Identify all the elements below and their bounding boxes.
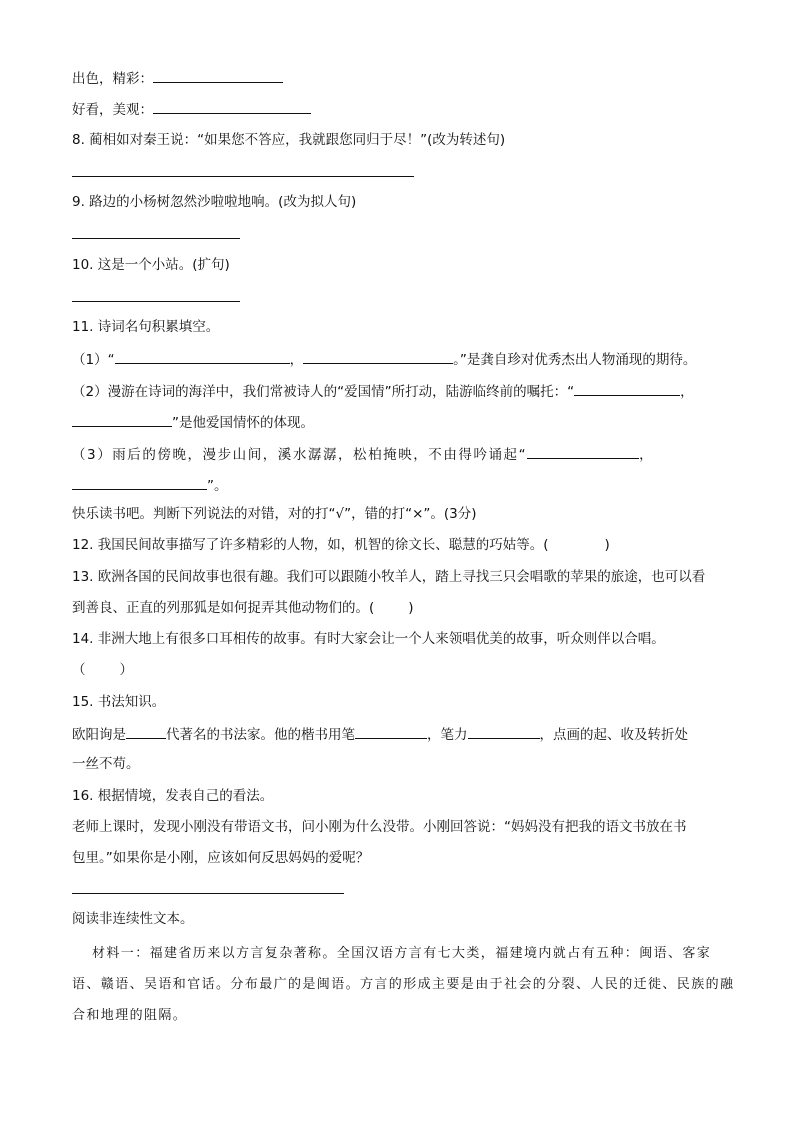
question-11-2 [72,381,694,401]
q14-paren-close: ） [119,662,133,678]
question-13-cont [72,599,414,617]
answer-blank[interactable] [126,724,166,739]
answer-blank[interactable] [153,99,311,114]
q11-1-comma: ， [289,352,304,368]
synonym-line-2 [72,99,311,119]
answer-line-16[interactable] [72,893,344,894]
question-11-3 [72,444,654,464]
answer-blank[interactable] [468,724,540,739]
question-11: 11. 诗词名句积累填空。 [72,319,220,335]
synonym-line-1 [72,68,283,88]
answer-blank[interactable] [115,349,290,364]
q14-paren-open: （ [72,662,86,678]
material-1-line-1: 材料一：福建省历来以方言复杂著称。全国汉语方言有七大类，福建境内就占有五种：闽语、客家 [92,946,712,961]
q15-part-d: ，点画的起、收及转折处 [539,727,688,743]
answer-line-8[interactable] [72,176,414,177]
question-14-cont [72,661,133,679]
answer-blank[interactable] [303,349,453,364]
question-15: 15. 书法知识。 [72,694,166,710]
answer-blank[interactable] [72,412,172,427]
q13-paren: ) [408,600,414,616]
q11-3-text: （3）雨后的傍晚，漫步山间，溪水潺潺，松柏掩映，不由得吟诵起“ [72,447,528,463]
q11-3-close: ”。 [207,478,228,494]
q15-part-b: 代著名的书法家。他的楷书用笔 [166,727,355,743]
question-16: 16. 根据情境，发表自己的看法。 [72,788,274,804]
answer-blank[interactable] [527,444,639,459]
q12-text: 12. 我国民间故事描写了许多精彩的人物，如，机智的徐文长、聪慧的巧姑等。( [72,537,549,553]
q15-part-c: ，笔力 [427,727,468,743]
question-11-2-cont [72,412,314,432]
material-1-line-2: 语、赣语、吴语和官话。分布最广的是闽语。方言的形成主要是由于社会的分裂、人民的迁徙、民族的融 [72,977,735,992]
q12-paren: ) [604,537,610,553]
q11-2-close: ”是他爱国情怀的体现。 [172,415,314,431]
question-12 [72,536,610,554]
q11-1-close: 。”是龚自珍对优秀杰出人物涌现的期待。 [453,352,697,368]
material-1-line-3: 合和地理的阻隔。 [72,1008,188,1023]
answer-blank[interactable] [153,68,283,83]
question-15-cont: 一丝不苟。 [72,756,140,772]
answer-blank[interactable] [574,381,680,396]
question-16-scenario: 老师上课时，发现小刚没有带语文书，问小刚为什么没带。小刚回答说：“妈妈没有把我的语文书放在书 [72,819,687,835]
non-continuous-heading: 阅读非连续性文本。 [72,911,194,927]
q13-text: 到善良、正直的列那狐是如何捉弄其他动物们的。( [72,600,375,616]
synonym-label-2: 好看，美观： [72,102,153,118]
q11-2-text: （2）漫游在诗词的海洋中，我们常被诗人的“爱国情”所打动，陆游临终前的嘱托：“ [72,384,575,400]
answer-line-9[interactable] [72,238,240,239]
synonym-label-1: 出色，精彩： [72,71,153,87]
question-15-text [72,724,688,744]
question-13: 13. 欧洲各国的民间故事也很有趣。我们可以跟随小牧羊人，踏上寻找三只会唱歌的苹果的旅途，也可以看 [72,569,706,585]
reading-section-heading: 快乐读书吧。判断下列说法的对错，对的打“√”，错的打“×”。(3分) [72,506,477,522]
question-11-1 [72,349,696,369]
answer-line-10[interactable] [72,301,240,302]
question-16-prompt: 包里。”如果你是小刚，应该如何反思妈妈的爱呢？ [72,850,370,866]
question-9: 9. 路边的小杨树忽然沙啦啦地响。(改为拟人句) [72,194,357,210]
q11-1-open: （1）“ [72,352,115,368]
question-11-3-cont [72,475,228,495]
question-8: 8. 蔺相如对秦王说：“如果您不答应，我就跟您同归于尽！”(改为转述句) [72,132,506,148]
q11-3-comma: ， [639,447,655,463]
question-10: 10. 这是一个小站。(扩句) [72,257,230,273]
answer-blank[interactable] [72,475,207,490]
q15-part-a: 欧阳询是 [72,727,126,743]
q11-2-comma: ， [680,384,694,400]
answer-blank[interactable] [355,724,427,739]
question-14: 14. 非洲大地上有很多口耳相传的故事。有时大家会让一个人来领唱优美的故事，听众则伴以合唱。 [72,631,665,647]
